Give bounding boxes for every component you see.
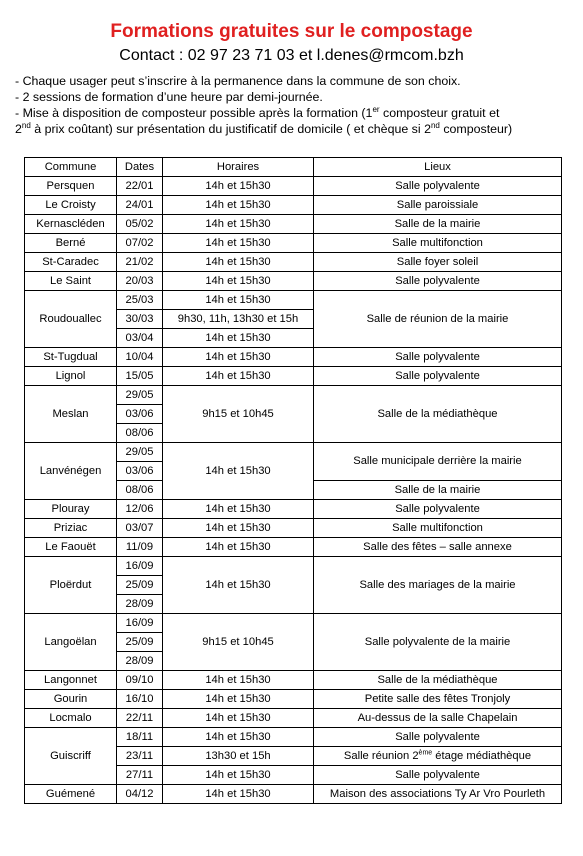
- table-row: [25, 291, 562, 310]
- cell-commune: Roudouallec: [25, 291, 117, 348]
- table-row: [25, 785, 562, 804]
- cell-lieu: Petite salle des fêtes Tronjoly: [314, 690, 562, 709]
- cell-horaires: 14h et 15h30: [163, 443, 314, 500]
- cell-date: 21/02: [117, 253, 163, 272]
- table-row: [25, 234, 562, 253]
- cell-date: 08/06: [117, 481, 163, 500]
- table-row: [25, 177, 562, 196]
- cell-date: 15/05: [117, 367, 163, 386]
- cell-lieu-text: étage médiathèque: [432, 749, 532, 762]
- cell-horaires: 14h et 15h30: [163, 196, 314, 215]
- table-row: [25, 196, 562, 215]
- cell-commune: St-Tugdual: [25, 348, 117, 367]
- table-row: [25, 538, 562, 557]
- cell-lieu: Salle polyvalente: [314, 728, 562, 747]
- table-row: [25, 690, 562, 709]
- cell-date: 25/09: [117, 633, 163, 652]
- cell-horaires: 13h30 et 15h: [163, 747, 314, 766]
- page-title: Formations gratuites sur le compostage: [110, 21, 473, 42]
- cell-lieu: Salle polyvalente de la mairie: [314, 614, 562, 671]
- cell-commune: Gourin: [25, 690, 117, 709]
- cell-commune: Lignol: [25, 367, 117, 386]
- cell-lieu: [314, 747, 562, 766]
- cell-commune: St-Caradec: [25, 253, 117, 272]
- cell-lieu: Salle de la médiathèque: [314, 386, 562, 443]
- cell-commune: Priziac: [25, 519, 117, 538]
- cell-date: 18/11: [117, 728, 163, 747]
- bullet-composter-text: à prix coûtant) sur présentation du justificatif de domicile ( et chèque si 2: [30, 122, 431, 136]
- cell-date: 28/09: [117, 652, 163, 671]
- cell-date: 29/05: [117, 443, 163, 462]
- cell-horaires: 14h et 15h30: [163, 291, 314, 310]
- cell-horaires: 14h et 15h30: [163, 500, 314, 519]
- cell-horaires: 14h et 15h30: [163, 690, 314, 709]
- cell-date: 05/02: [117, 215, 163, 234]
- table-row: [25, 367, 562, 386]
- cell-date: 03/04: [117, 329, 163, 348]
- cell-date: 27/11: [117, 766, 163, 785]
- cell-commune: Lanvénégen: [25, 443, 117, 500]
- cell-commune: Guémené: [25, 785, 117, 804]
- cell-date: 23/11: [117, 747, 163, 766]
- cell-lieu: Salle des mariages de la mairie: [314, 557, 562, 614]
- table-row: [25, 253, 562, 272]
- cell-horaires: 14h et 15h30: [163, 329, 314, 348]
- cell-lieu: Au-dessus de la salle Chapelain: [314, 709, 562, 728]
- table-row: [25, 614, 562, 633]
- cell-commune: Locmalo: [25, 709, 117, 728]
- cell-horaires: 14h et 15h30: [163, 671, 314, 690]
- cell-horaires: 14h et 15h30: [163, 348, 314, 367]
- cell-date: 22/01: [117, 177, 163, 196]
- cell-commune: Persquen: [25, 177, 117, 196]
- bullet-composter: [15, 105, 575, 121]
- table-row: [25, 348, 562, 367]
- cell-date: 22/11: [117, 709, 163, 728]
- cell-horaires: 9h15 et 10h45: [163, 614, 314, 671]
- cell-horaires: 14h et 15h30: [163, 253, 314, 272]
- cell-date: 11/09: [117, 538, 163, 557]
- cell-date: 28/09: [117, 595, 163, 614]
- table-row: [25, 386, 562, 405]
- header-horaires: Horaires: [163, 158, 314, 177]
- cell-lieu: Salle polyvalente: [314, 500, 562, 519]
- bullet-composter-cont: [15, 121, 575, 137]
- table-row: [25, 519, 562, 538]
- cell-lieu: Salle de la mairie: [314, 215, 562, 234]
- header-lieux: Lieux: [314, 158, 562, 177]
- superscript: er: [372, 104, 380, 114]
- cell-commune: Le Croisty: [25, 196, 117, 215]
- cell-commune: Langonnet: [25, 671, 117, 690]
- cell-commune: Le Saint: [25, 272, 117, 291]
- header-dates: Dates: [117, 158, 163, 177]
- cell-date: 08/06: [117, 424, 163, 443]
- cell-lieu: Salle polyvalente: [314, 766, 562, 785]
- cell-horaires: 14h et 15h30: [163, 272, 314, 291]
- cell-date: 07/02: [117, 234, 163, 253]
- info-bullets: [15, 73, 575, 137]
- cell-horaires: 9h15 et 10h45: [163, 386, 314, 443]
- cell-lieu-text: Salle réunion 2: [343, 749, 419, 762]
- cell-date: 12/06: [117, 500, 163, 519]
- table-row: [25, 215, 562, 234]
- cell-date: 03/07: [117, 519, 163, 538]
- cell-horaires: 9h30, 11h, 13h30 et 15h: [163, 310, 314, 329]
- cell-lieu: Salle des fêtes – salle annexe: [314, 538, 562, 557]
- cell-commune: Kernascléden: [25, 215, 117, 234]
- superscript: nd: [430, 120, 440, 130]
- bullet-registration: - Chaque usager peut s’inscrire à la permanence dans la commune de son choix.: [15, 74, 461, 88]
- cell-commune: Meslan: [25, 386, 117, 443]
- cell-horaires: 14h et 15h30: [163, 215, 314, 234]
- cell-horaires: 14h et 15h30: [163, 557, 314, 614]
- cell-lieu: Salle de réunion de la mairie: [314, 291, 562, 348]
- cell-date: 29/05: [117, 386, 163, 405]
- cell-date: 16/09: [117, 557, 163, 576]
- cell-commune: Langoëlan: [25, 614, 117, 671]
- cell-commune: Berné: [25, 234, 117, 253]
- cell-lieu: Salle polyvalente: [314, 177, 562, 196]
- cell-lieu: Salle polyvalente: [314, 348, 562, 367]
- cell-lieu: Salle de la mairie: [314, 481, 562, 500]
- cell-horaires: 14h et 15h30: [163, 709, 314, 728]
- cell-horaires: 14h et 15h30: [163, 728, 314, 747]
- bullet-composter-text: - Mise à disposition de composteur possible après la formation (1: [15, 106, 373, 120]
- table-row: [25, 500, 562, 519]
- bullet-sessions: - 2 sessions de formation d’une heure par demi-journée.: [15, 90, 323, 104]
- table-row: [25, 443, 562, 462]
- cell-horaires: 14h et 15h30: [163, 177, 314, 196]
- cell-horaires: 14h et 15h30: [163, 785, 314, 804]
- cell-date: 03/06: [117, 462, 163, 481]
- cell-date: 03/06: [117, 405, 163, 424]
- table-row: [25, 728, 562, 747]
- cell-commune: Plouray: [25, 500, 117, 519]
- cell-commune: Le Faouët: [25, 538, 117, 557]
- cell-horaires: 14h et 15h30: [163, 538, 314, 557]
- cell-lieu: Salle multifonction: [314, 519, 562, 538]
- header-commune: Commune: [25, 158, 117, 177]
- cell-horaires: 14h et 15h30: [163, 766, 314, 785]
- cell-date: 09/10: [117, 671, 163, 690]
- cell-date: 25/03: [117, 291, 163, 310]
- cell-lieu: Salle polyvalente: [314, 367, 562, 386]
- table-row: [25, 272, 562, 291]
- cell-date: 04/12: [117, 785, 163, 804]
- cell-date: 30/03: [117, 310, 163, 329]
- cell-lieu: Salle municipale derrière la mairie: [314, 443, 562, 481]
- table-row: [25, 671, 562, 690]
- contact-line: Contact : 02 97 23 71 03 et l.denes@rmcom.bzh: [119, 47, 464, 64]
- cell-commune: Guiscriff: [25, 728, 117, 785]
- cell-lieu: Maison des associations Ty Ar Vro Pourleth: [314, 785, 562, 804]
- bullet-composter-text: 2: [15, 122, 22, 136]
- cell-date: 25/09: [117, 576, 163, 595]
- cell-lieu: Salle polyvalente: [314, 272, 562, 291]
- table-header-row: [25, 158, 562, 177]
- cell-date: 16/10: [117, 690, 163, 709]
- table-row: [25, 557, 562, 576]
- cell-lieu: Salle multifonction: [314, 234, 562, 253]
- superscript: nd: [21, 120, 31, 130]
- cell-lieu: Salle de la médiathèque: [314, 671, 562, 690]
- cell-lieu: Salle foyer soleil: [314, 253, 562, 272]
- bullet-composter-text: composteur gratuit et: [379, 106, 500, 120]
- table-row: [25, 709, 562, 728]
- schedule-table: [24, 157, 562, 804]
- bullet-composter-text: composteur): [439, 122, 513, 136]
- cell-horaires: 14h et 15h30: [163, 234, 314, 253]
- superscript: ème: [418, 748, 433, 756]
- cell-date: 10/04: [117, 348, 163, 367]
- cell-date: 20/03: [117, 272, 163, 291]
- cell-lieu: Salle paroissiale: [314, 196, 562, 215]
- cell-commune: Ploërdut: [25, 557, 117, 614]
- cell-horaires: 14h et 15h30: [163, 519, 314, 538]
- cell-date: 16/09: [117, 614, 163, 633]
- cell-horaires: 14h et 15h30: [163, 367, 314, 386]
- cell-date: 24/01: [117, 196, 163, 215]
